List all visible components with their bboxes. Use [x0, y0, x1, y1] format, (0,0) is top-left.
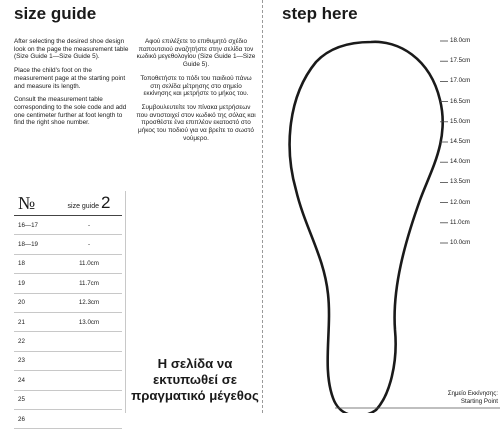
gr-paragraph: Τοποθετήστε το πόδι του παιδιού πάνω στη σελίδα μέτρησης στο σημείο εκκίνησης και μετρήστε το μήκος του. [140, 74, 252, 98]
instructions-english [14, 38, 132, 133]
foot-outline [290, 42, 443, 413]
length-cell [56, 371, 122, 390]
table-row [14, 254, 122, 273]
ruler-label: 18.0cm [450, 37, 471, 44]
length-cell: - [56, 235, 122, 254]
table-row [14, 312, 122, 331]
length-cell: - [56, 216, 122, 235]
ruler-label: 17.5cm [450, 57, 471, 65]
ruler-label: 14.5cm [450, 138, 471, 145]
size-guide-label: size guide 2 [67, 193, 111, 212]
print-note-line: εκτυπωθεί σε [152, 372, 238, 387]
size-cell: 24 [14, 371, 56, 390]
print-note-line: Η σελίδα να [157, 356, 233, 371]
step-here-title: step here [282, 4, 358, 23]
length-cell [56, 351, 122, 370]
length-cell: 12.3cm [56, 293, 122, 312]
length-cell [56, 390, 122, 409]
en-paragraph: After selecting the desired shoe design look on the page the measurement table (Size Guide 1—Size Guide 5). [14, 38, 129, 61]
gr-paragraph: Αφού επιλέξετε το επιθυμητό σχέδιο παπουτσιού αναζητήστε στην σελίδα τον κωδικό μεγεθολογίου (Size Guide 1—Size Guide 5). [136, 38, 256, 69]
table-row [14, 216, 122, 235]
ruler-lines [440, 41, 448, 243]
ruler-label: 14.0cm [450, 158, 471, 166]
table-row [14, 293, 122, 312]
size-cell: 19 [14, 274, 56, 293]
instructions-greek [136, 38, 256, 148]
ruler-label: 16.5cm [450, 97, 471, 105]
ruler-label: 11.0cm [450, 218, 470, 226]
size-table-header [14, 191, 122, 216]
size-guide-title: size guide [14, 4, 97, 23]
table-row [14, 274, 122, 293]
ruler-label: 13.5cm [450, 178, 471, 186]
table-row [14, 371, 122, 390]
size-cell: 26 [14, 409, 56, 428]
length-cell: 11.0cm [56, 254, 122, 273]
ruler-label: 17.0cm [450, 77, 471, 85]
length-cell: 11.7cm [56, 274, 122, 293]
size-guide-number: 2 [101, 193, 111, 212]
size-cell: 20 [14, 293, 56, 312]
table-row [14, 390, 122, 409]
ruler-label: 10.0cm [450, 239, 471, 246]
en-paragraph: Place the child's foot on the measurement page at the starting point and measure its length. [14, 67, 126, 90]
print-actual-size-note [130, 356, 260, 404]
table-row [14, 332, 122, 351]
size-cell: 21 [14, 312, 56, 331]
table-row [14, 351, 122, 370]
size-cell: 18 [14, 254, 56, 273]
size-cell: 23 [14, 351, 56, 370]
size-cell: 22 [14, 332, 56, 351]
table-row [14, 235, 122, 254]
en-paragraph: Consult the measurement table corresponding to the sole code and add one centimeter further at foot length to find the right shoe number. [14, 96, 127, 127]
size-table [14, 191, 122, 429]
length-cell: 13.0cm [56, 312, 122, 331]
print-note-line: πραγματικό μέγεθος [131, 388, 259, 403]
gr-paragraph: Συμβουλευτείτε τον πίνακα μετρήσεων που αντιστοιχεί στον κωδικό της σόλας και προσθέστε ένα επιπλέον εκατοστό στο μήκος του ποδιού για να βρείτε το σωστό νούμερο. [136, 103, 256, 142]
starting-point-label [408, 390, 498, 405]
table-row [14, 409, 122, 428]
starting-point-text: Starting Point [460, 397, 498, 405]
size-cell: 25 [14, 390, 56, 409]
table-divider [125, 191, 126, 413]
starting-point-text: Σημείο Εκκίνησης: [447, 390, 498, 397]
size-cell: 16—17 [14, 216, 56, 235]
length-cell [56, 332, 122, 351]
ruler-label: 15.0cm [450, 117, 471, 125]
ruler-label: 12.0cm [450, 198, 471, 206]
number-header: № [18, 192, 36, 213]
length-cell [56, 409, 122, 428]
size-cell: 18—19 [14, 235, 56, 254]
